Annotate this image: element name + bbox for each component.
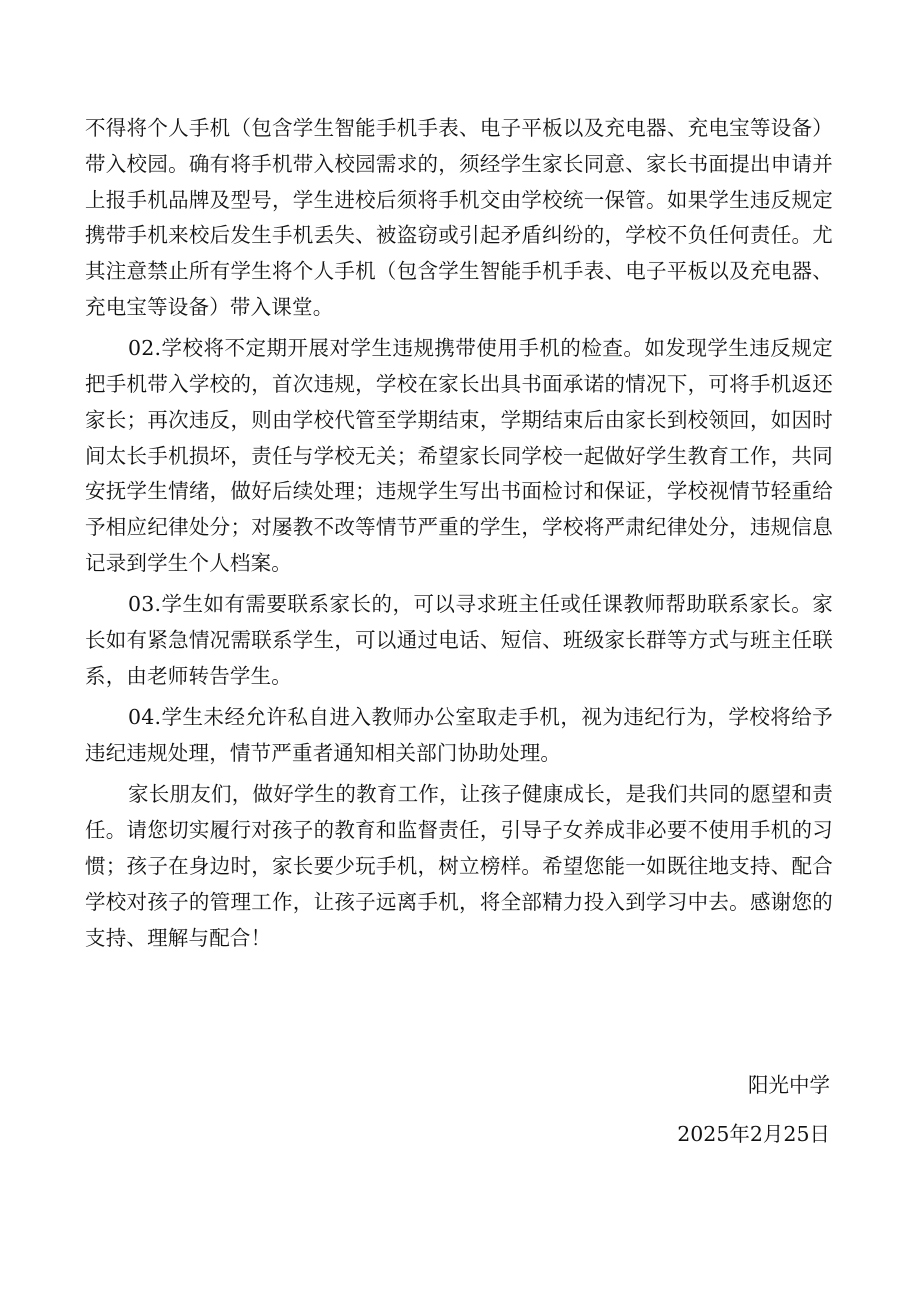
paragraph-closing: 家长朋友们，做好学生的教育工作，让孩子健康成长，是我们共同的愿望和责任。请您切实履行对孩子的教育和监督责任，引导子女养成非必要不使用手机的习惯；孩子在身边时，家长要少玩手机，树立榜样。希望您能一如既往地支持、配合学校对孩子的管理工作，让孩子远离手机，将全部精力投入到学习中去。感谢您的支持、理解与配合！: [85, 782, 833, 950]
paragraph-rule-03: 03.学生如有需要联系家长的，可以寻求班主任或任课教师帮助联系家长。家长如有紧急情况需联系学生，可以通过电话、短信、班级家长群等方式与班主任联系，由老师转告学生。: [85, 592, 833, 688]
letter-body: [85, 111, 833, 962]
signature-organization: 阳光中学: [748, 1073, 830, 1097]
paragraph-rule-04: 04.学生未经允许私自进入教师办公室取走手机，视为违纪行为，学校将给予违纪违规处理，情节严重者通知相关部门协助处理。: [85, 705, 833, 766]
paragraph-continued-rule-01: 不得将个人手机（包含学生智能手机手表、电子平板以及充电器、充电宝等设备）带入校园。确有将手机带入校园需求的，须经学生家长同意、家长书面提出申请并上报手机品牌及型号，学生进校后须将手机交由学校统一保管。如果学生违反规定携带手机来校后发生手机丢失、被盗窃或引起矛盾纠纷的，学校不负任何责任。尤其注意禁止所有学生将个人手机（包含学生智能手机手表、电子平板以及充电器、充电宝等设备）带入课堂。: [85, 116, 833, 319]
paragraph-rule-02: 02.学校将不定期开展对学生违规携带使用手机的检查。如发现学生违反规定把手机带入学校的，首次违规，学校在家长出具书面承诺的情况下，可将手机返还家长；再次违反，则由学校代管至学期结束，学期结束后由家长到校领回，如因时间太长手机损坏，责任与学校无关；希望家长同学校一起做好学生教育工作，共同安抚学生情绪，做好后续处理；违规学生写出书面检讨和保证，学校视情节轻重给予相应纪律处分；对屡教不改等情节严重的学生，学校将严肃纪律处分，违规信息记录到学生个人档案。: [85, 336, 833, 576]
signature-date: 2025年2月25日: [677, 1122, 830, 1146]
